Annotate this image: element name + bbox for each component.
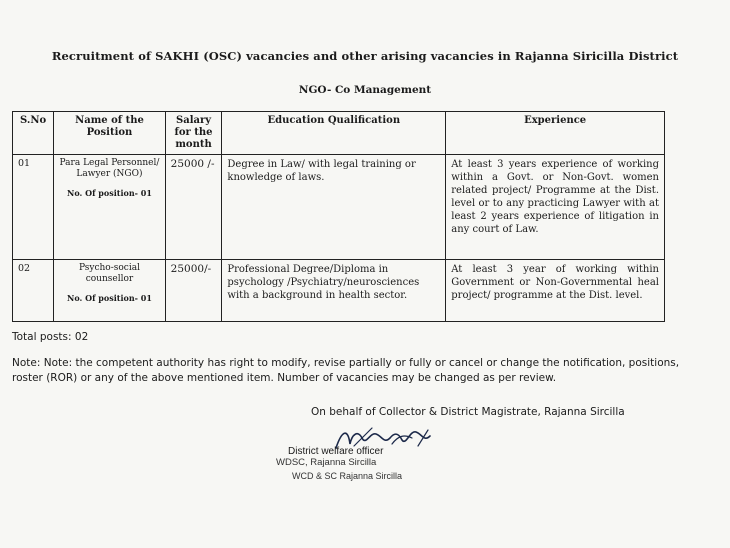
signature-block — [276, 424, 456, 494]
header-sno: S.No — [13, 112, 54, 155]
row-experience: At least 3 years experience of working within a Govt. or Non-Govt. women related project/ Programme at the Dist. level or to any practicing Lawyer with at least 2 years experience of litigation in any court of Law. — [446, 155, 665, 260]
row-position-cell — [54, 260, 165, 322]
table-row — [13, 155, 665, 260]
table-row — [13, 260, 665, 322]
header-position-name: Name of the Position — [54, 112, 165, 155]
row-education: Degree in Law/ with legal training or knowledge of laws. — [222, 155, 446, 260]
header-experience: Experience — [446, 112, 665, 155]
total-posts: Total posts: 02 — [12, 331, 89, 343]
row-salary: 25000 /- — [165, 155, 222, 260]
table-header-row — [13, 112, 665, 155]
row-position-name: Para Legal Personnel/ Lawyer (NGO) — [59, 158, 160, 179]
row-experience: At least 3 year of working within Government or Non-Governmental heal project/ programme at the Dist. level. — [446, 260, 665, 322]
note-text: Note: Note: the competent authority has right to modify, revise partially or fully or cancel or change the notification, positions, roster (ROR) or any of the above mentioned item. Number of vacancies may be changed as per review. — [12, 357, 680, 384]
row-sno: 02 — [13, 260, 54, 322]
row-position-cell — [54, 155, 165, 260]
signature-dept-line: WCD & SC Rajanna Sircilla — [292, 471, 403, 481]
row-salary: 25000/- — [165, 260, 222, 322]
row-position-count: No. Of position- 01 — [67, 293, 152, 303]
row-education: Professional Degree/Diploma in psychology /Psychiatry/neurosciences with a background in health sector. — [222, 260, 446, 322]
signature-office-line: WDSC, Rajanna Sircilla — [276, 457, 377, 468]
signature-title-line: District welfare officer — [288, 446, 384, 457]
header-salary: Salary for the month — [165, 112, 222, 155]
row-position-count: No. Of position- 01 — [67, 188, 152, 198]
on-behalf-line: On behalf of Collector & District Magistrate, Rajanna Sircilla — [311, 406, 625, 418]
vacancy-table — [12, 111, 665, 322]
document-subtitle: NGO- Co Management — [298, 84, 432, 96]
header-education: Education Qualification — [222, 112, 446, 155]
row-position-name: Psycho-social counsellor — [78, 263, 140, 284]
document-title: Recruitment of SAKHI (OSC) vacancies and other arising vacancies in Rajanna Siricilla District — [51, 49, 679, 63]
row-sno: 01 — [13, 155, 54, 260]
